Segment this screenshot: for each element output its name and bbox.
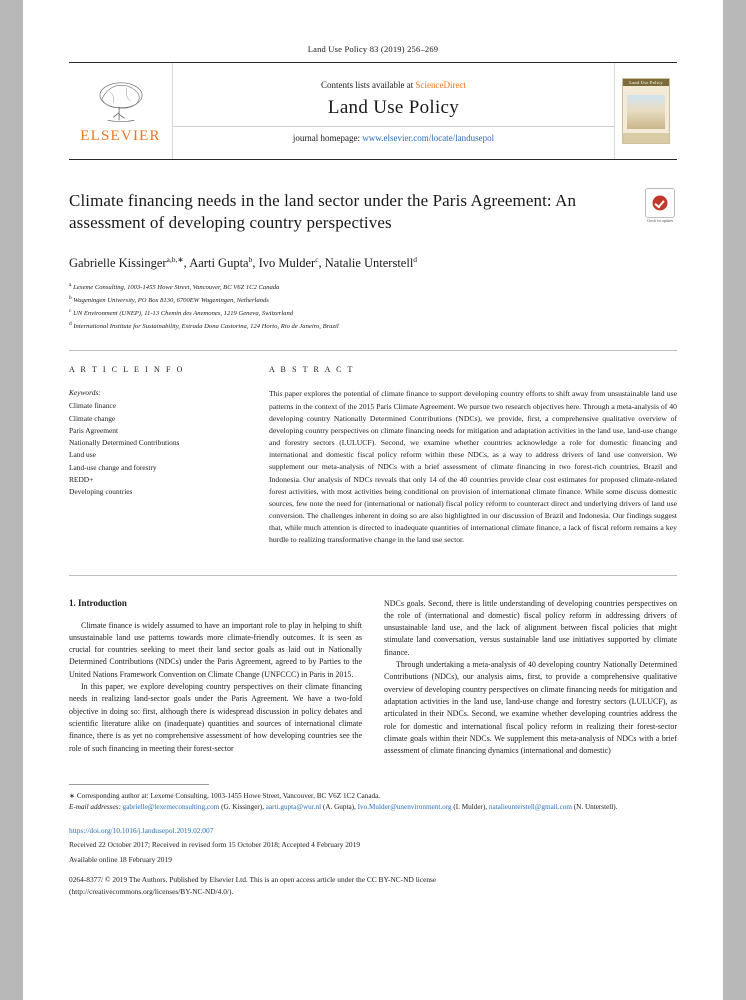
keyword-item: Land use: [69, 450, 96, 460]
page-inner: [23, 62, 723, 898]
email-link-unterstell[interactable]: natalieunterstell@gmail.com: [488, 802, 572, 811]
affiliation-3: [69, 320, 677, 333]
keyword-item: Nationally Determined Contributions: [69, 438, 180, 448]
email-link-gupta[interactable]: aarti.gupta@wur.nl: [265, 802, 322, 811]
keyword-item: Climate finance: [69, 401, 116, 411]
affiliation-2: [69, 307, 677, 320]
affiliations: [69, 281, 677, 332]
running-head: Land Use Policy 83 (2019) 256–269: [307, 44, 439, 54]
keywords-heading: Keywords:: [69, 388, 101, 398]
doi-link[interactable]: https://doi.org/10.1016/j.landusepol.2019.02.007: [69, 825, 214, 835]
journal-homepage-line: [173, 126, 614, 143]
affiliation-0: [69, 281, 677, 294]
masthead-center: [173, 63, 614, 159]
affiliation-1-text: Wageningen University, PO Box 8130, 6700EW Wageningen, Netherlands: [73, 297, 269, 305]
contents-prefix: Contents lists available at: [321, 79, 416, 90]
crossmark-badge[interactable]: [643, 188, 677, 224]
email-owner-kissinger: (G. Kissinger),: [221, 802, 264, 811]
keyword-item: Developing countries: [69, 487, 133, 496]
paragraph: Climate finance is widely assumed to have an important role to play in helping to shift unsustainable land use patterns towards more climate-friendly outcomes. It is seen as crucial for countries seeking to meet their land sector goals as laid out in Nationally Determined Contributions (NDCs) under the Paris Agreement, agreed to by Parties to the United Nations Framework Convention on Climate Change (UNFCCC) in Paris in 2015.: [69, 620, 362, 679]
body-columns: [69, 598, 677, 758]
abstract-heading: A B S T R A C T: [269, 365, 355, 375]
author-0: Gabrielle Kissinger$^{a,b,∗}$: [69, 254, 184, 271]
affiliation-2-mark: c: [69, 307, 72, 314]
email-link-kissinger[interactable]: gabrielle@lexemeconsulting.com: [122, 802, 220, 811]
copyright-line-1: 0264-8377/ © 2019 The Authors. Published by Elsevier Ltd. This is an open access article under the CC BY-NC-ND license: [69, 875, 437, 885]
email-label: E-mail addresses:: [69, 802, 121, 811]
paragraph: NDCs goals. Second, there is little understanding of developing countries perspectives on the role of (international and domestic) fiscal policy reform in addressing drivers of unsustainable land use, and the lack of alignment between fiscal policies that might stimulate land conversation, versus sustainable land use initiatives supported by climate finance.: [384, 598, 677, 657]
elsevier-tree-icon: [92, 78, 150, 126]
footnote-rule: [69, 784, 209, 785]
body-column-left: [69, 598, 362, 758]
affiliation-0-text: Lexeme Consulting, 1003-1455 Howe Street, Vancouver, BC V6Z 1C2 Canada: [73, 284, 280, 292]
keyword-item: Land-use change and forestry: [69, 462, 157, 472]
section-heading-introduction: 1. Introduction: [69, 597, 127, 608]
homepage-prefix: journal homepage:: [292, 132, 363, 143]
cover-image: [622, 78, 670, 144]
author-2-marks: c: [315, 254, 319, 264]
author-3: Natalie Unterstell$^d$: [324, 254, 418, 271]
affiliation-0-mark: a: [69, 282, 72, 289]
keyword-item: Paris Agreement: [69, 425, 119, 435]
copyright-line-2: (http://creativecommons.org/licenses/BY-NC-ND/4.0/).: [69, 886, 234, 896]
author-2: Ivo Mulder$^c$: [258, 254, 319, 271]
divider-above-abstract: [69, 350, 677, 351]
email-link-mulder[interactable]: Ivo.Mulder@unenvironment.org: [357, 802, 452, 811]
affiliation-3-text: International Institute for Sustainability, Estrada Dona Castorina, 124 Horto, Rio de Janeiro, Brazil: [73, 322, 339, 330]
title-block: [69, 160, 677, 332]
author-list: Gabrielle Kissinger$^{a,b,∗}$, Aarti Gupta$^b$, Ivo Mulder$^c$, Natalie Unterstell$^d$: [69, 254, 418, 271]
affiliation-2-text: UN Environment (UNEP), 11-13 Chemin des Anemones, 1219 Geneva, Switzerland: [73, 309, 294, 317]
abstract-section: [69, 365, 677, 546]
keyword-item: REDD+: [69, 474, 94, 484]
author-0-marks: a,b,∗: [166, 254, 184, 264]
email-owner-unterstell: (N. Unterstell).: [573, 802, 618, 811]
crossmark-box: [645, 188, 675, 218]
email-addresses-note: [69, 802, 677, 813]
journal-title: Land Use Policy: [327, 96, 460, 118]
article-info-heading: A R T I C L E I N F O: [69, 365, 185, 375]
affiliation-1: [69, 294, 677, 307]
corresponding-author-note: ∗ Corresponding author at: Lexeme Consulting, 1003-1455 Howe Street, Vancouver, BC V6Z 1C2 Canada.: [69, 791, 381, 800]
author-1: Aarti Gupta$^b$: [189, 254, 253, 271]
elsevier-wordmark: ELSEVIER: [80, 127, 161, 144]
abstract-text: This paper explores the potential of climate finance to support developing country efforts to shift away from unsustainable land use patterns in the context of the 2015 Paris Climate Agreement. We pursue two research objectives here. Through a meta-analysis of 40 developing country Nationally Determined Contributions (NDCs), we provide, first, a comprehensive qualitative overview of developing country perspectives on climate financing needs for mitigation and adaptation activities in the land use, land-use change and forestry sectors (LULUCF). Second, we examine whether countries acknowledge a role for domestic financing and international and domestic fiscal policy reform within these NDCs, as a way to address drivers of land use conversion. We supplement our meta-analysis of NDCs with a brief assessment of climate financing in two forest-rich countries, Brazil and Indonesia. Our analysis of NDCs reveals that only 14 of the 40 countries provide clear cost estimates for proposed climate-related forest activities, with most activities being conditional on provision of international climate finance. While some discuss domestic sources, few note the need for (international or national) fiscal policy reform to counteract direct and underlying drivers of land use conversion. The challenges inherent in doing so are also highlighted in our discussion of Brazil and Indonesia. Our findings suggest that, while much attention is directed to inadequate quantities of international climate finance, a lack of fiscal reform remains a key hurdle to realizing transformative change in the land use sector.: [269, 389, 677, 545]
abstract-column: [269, 365, 677, 546]
email-owner-mulder: (I. Mulder),: [453, 802, 488, 811]
crossmark-label: Check for updates: [646, 219, 674, 223]
paragraph: In this paper, we explore developing country perspectives on their climate financing needs in realizing land-sector goals under the Paris Agreement. We have a two-fold objective in doing so: first, although there is widespread discussion in policy debates and scientific literature alike on (inadequate) quantities and sources of international climate finance, there is as yet no comprehensive assessment of how developing countries see the role of such financing in meeting their forest-sector: [69, 682, 362, 753]
article-info-column: [69, 365, 269, 546]
homepage-link[interactable]: www.elsevier.com/locate/landusepol: [362, 132, 495, 143]
page-title: Climate financing needs in the land sector under the Paris Agreement: An assessment of developing country perspectives: [69, 191, 577, 233]
crossmark-check-icon: [653, 196, 668, 211]
affiliation-1-mark: b: [69, 294, 72, 301]
journal-cover-thumb: [614, 63, 677, 159]
publisher-logo: [69, 63, 173, 159]
cover-title: Land Use Policy: [623, 79, 669, 86]
paragraph: Through undertaking a meta-analysis of 40 developing country Nationally Determined Contributions (NDCs), our analysis aims, first, to provide a comprehensive qualitative overview of developing country perspectives on climate financing needs for mitigation and adaptation activities in the land use, land-use change and forestry sectors (LULUCF), as articulated in their NDCs. Second, we examine whether developing countries address the role for domestic and international fiscal policy reform in realizing their forest-sector climate goals within their NDCs. We supplement this meta-analysis of NDCs with a brief assessment of climate financing dynamics (international and domestic): [384, 660, 677, 756]
received-dates: Received 22 October 2017; Received in revised form 15 October 2018; Accepted 4 February 2019: [69, 840, 361, 850]
footnotes: [69, 784, 677, 898]
sciencedirect-link[interactable]: ScienceDirect: [415, 79, 466, 90]
contents-line: [321, 80, 466, 90]
cover-photo: [627, 95, 665, 129]
author-1-marks: b: [248, 254, 253, 264]
author-3-marks: d: [413, 254, 418, 264]
email-owner-gupta: (A. Gupta),: [322, 802, 356, 811]
article-page: [23, 0, 723, 1000]
affiliation-3-mark: d: [69, 320, 72, 327]
keywords-list: [69, 400, 253, 498]
body-column-right: [384, 598, 677, 758]
journal-masthead: [69, 62, 677, 160]
keyword-item: Climate change: [69, 413, 116, 423]
available-online: Available online 18 February 2019: [69, 855, 172, 865]
divider-below-abstract: [69, 575, 677, 576]
cover-footer-bar: [623, 133, 669, 143]
